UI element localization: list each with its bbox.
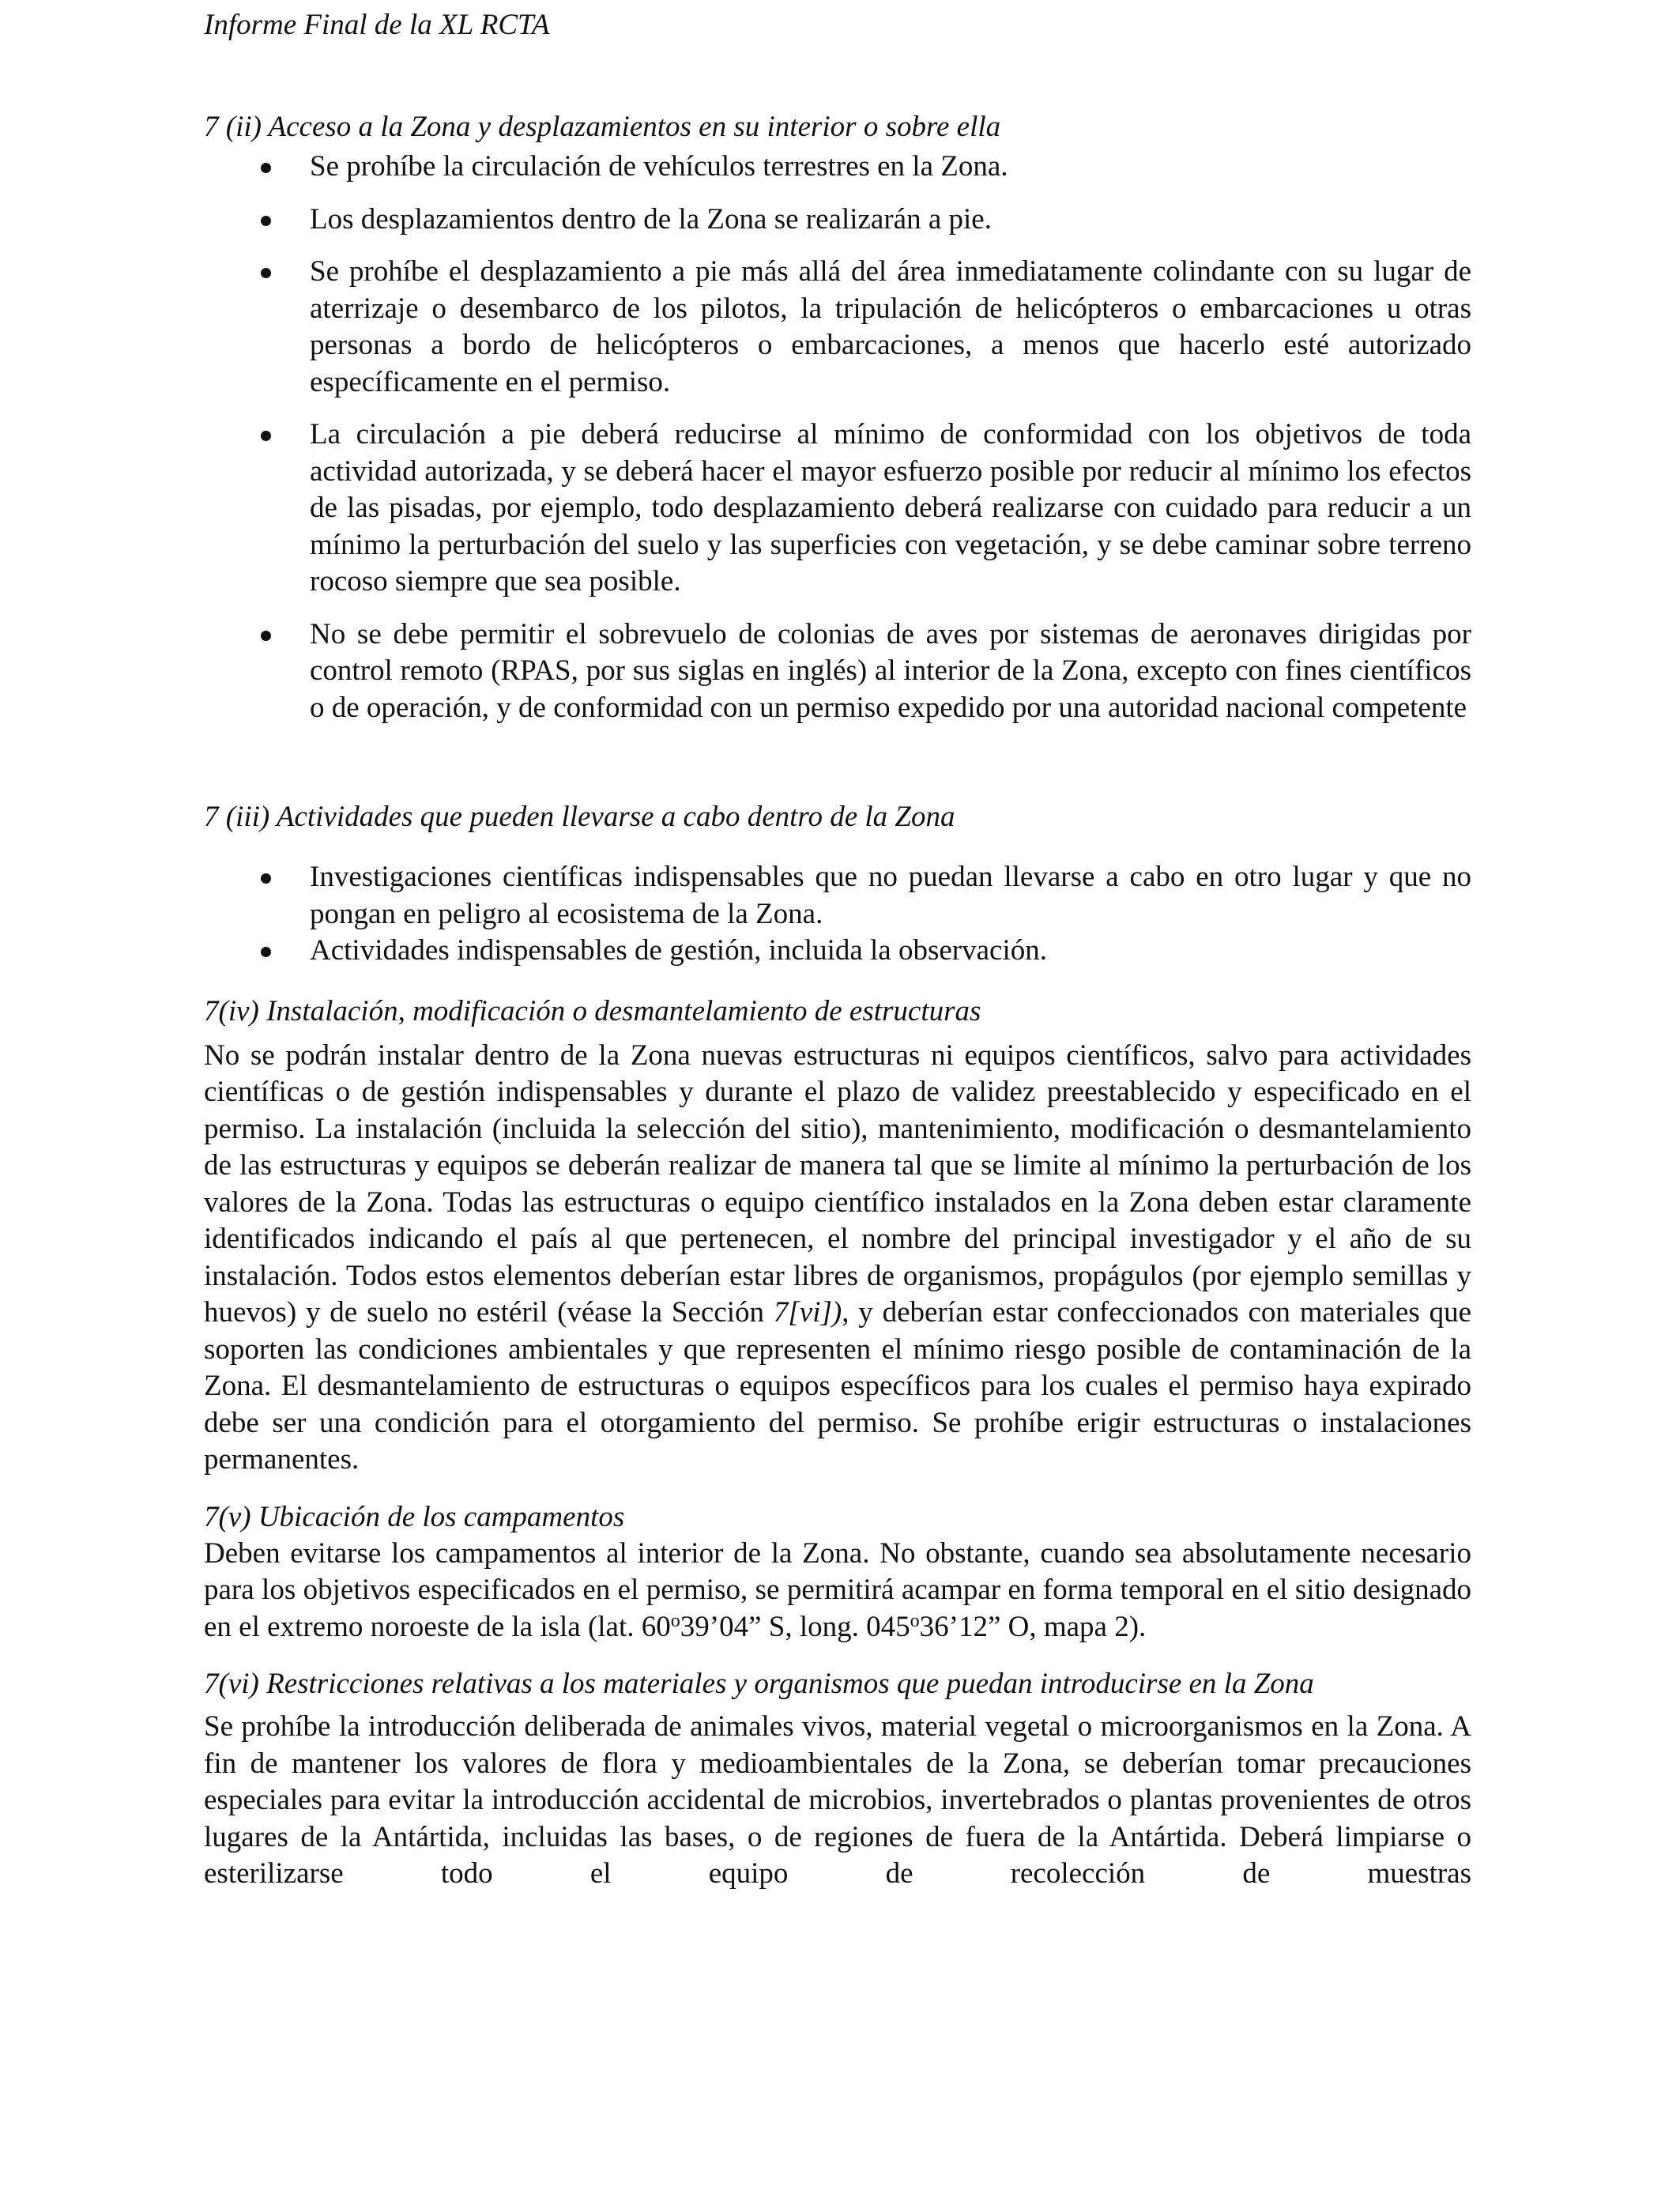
- bullet-icon: [261, 163, 271, 173]
- section-body-7iv: [204, 1038, 1471, 1479]
- bullet-icon: [261, 873, 271, 884]
- body-text: 39’04” S, long. 045: [680, 1610, 910, 1643]
- list-item-text: Se prohíbe el desplazamiento a pie más allá del área inmediatamente colindante con su lugar de aterrizaje o desembarco de los pilotos, la tripulación de helicópteros o embarcaciones u otras personas a bordo de helicópteros o embarcaciones, a menos que hacerlo esté autorizado específicamente en el permiso.: [310, 255, 1471, 398]
- bullet-icon: [261, 268, 271, 278]
- list-item: [204, 933, 1471, 970]
- body-text: Deben evitarse los campamentos al interior de la Zona. No obstante, cuando sea absolutamente necesario para los objetivos especificados en el permiso, se permitirá acampar en forma temporal en el sitio designado en el extremo noroeste de la isla (lat. 60: [204, 1536, 1471, 1643]
- section-heading-7v: 7(v) Ubicación de los campamentos: [204, 1500, 625, 1533]
- bullet-icon: [261, 947, 271, 957]
- running-header: Informe Final de la XL RCTA: [204, 9, 550, 41]
- list-item-text: La circulación a pie deberá reducirse al mínimo de conformidad con los objetivos de toda actividad autorizada, y se deberá hacer el mayor esfuerzo posible por reducir al mínimo los efectos de las pisadas, por ejemplo, todo desplazamiento deberá realizarse con cuidado para reducir a un mínimo la perturbación del suelo y las superficies con vegetación, y se debe caminar sobre terreno rocoso siempre que sea posible.: [310, 418, 1471, 598]
- spacer: [204, 835, 1471, 859]
- list-item: [204, 417, 1471, 601]
- section-reference: 7[vi]): [773, 1296, 842, 1329]
- bullet-icon: [261, 631, 271, 641]
- spacer: [204, 1702, 1471, 1709]
- list-item-text: Investigaciones científicas indispensables que no puedan llevarse a cabo en otro lugar y que no pongan en peligro al ecosistema de la Zona.: [310, 861, 1471, 930]
- list-item-text: Actividades indispensables de gestión, incluida la observación.: [310, 934, 1047, 967]
- document-body: [204, 109, 1471, 1893]
- section-heading-7ii: 7 (ii) Acceso a la Zona y desplazamientos en su interior o sobre ella: [204, 111, 1001, 143]
- list-item: [204, 254, 1471, 401]
- spacer: [204, 726, 1471, 799]
- bullet-list-7iii: [204, 859, 1471, 970]
- list-item: [204, 202, 1471, 239]
- body-text: 36’12” O, mapa 2).: [919, 1610, 1147, 1643]
- list-item-text: Los desplazamientos dentro de la Zona se realizarán a pie.: [310, 202, 992, 236]
- bullet-icon: [261, 216, 271, 226]
- bullet-list-7ii: [204, 149, 1471, 726]
- section-body-7vi: Se prohíbe la introducción deliberada de animales vivos, material vegetal o microorganismos en la Zona. A fin de mantener los valores de flora y medioambientales de la Zona, se deberían tomar precauciones especiales para evitar la introducción accidental de microbios, invertebrados o plantas provenientes de otros lugares de la Antártida, incluidas las bases, o de regiones de fuera de la Antártida. Deberá limpiarse o esterilizarse todo el equipo de recolección de muestras: [204, 1710, 1471, 1890]
- list-item-text: No se debe permitir el sobrevuelo de colonias de aves por sistemas de aeronaves dirigidas por control remoto (RPAS, por sus siglas en inglés) al interior de la Zona, excepto con fines científicos o de operación, y de conformidad con un permiso expedido por una autoridad nacional competente: [310, 617, 1471, 724]
- list-item: [204, 149, 1471, 186]
- spacer: [204, 1030, 1471, 1038]
- list-item: [204, 859, 1471, 933]
- section-heading-7iv: 7(iv) Instalación, modificación o desmantelamiento de estructuras: [204, 994, 981, 1027]
- degree-mark: o: [670, 1610, 680, 1631]
- spacer: [204, 1479, 1471, 1499]
- spacer: [204, 970, 1471, 993]
- degree-mark: o: [910, 1610, 920, 1631]
- spacer: [204, 1646, 1471, 1666]
- section-body-7v: [204, 1536, 1471, 1646]
- list-item: [204, 616, 1471, 727]
- bullet-icon: [261, 431, 271, 441]
- body-text: No se podrán instalar dentro de la Zona nuevas estructuras ni equipos científicos, salvo para actividades científicas o de gestión indispensables y durante el plazo de validez preestablecido y especificado en el permiso. La instalación (incluida la selección del sitio), mantenimiento, modificación o desmantelamiento de las estructuras y equipos se deberán realizar de manera tal que se limite al mínimo la perturbación de los valores de la Zona. Todas las estructuras o equipo científico instalados en la Zona deben estar claramente identificados indicando el país al que pertenecen, el nombre del principal investigador y el año de su instalación. Todos estos elementos deberían estar libres de organismos, propágulos (por ejemplo semillas y huevos) y de suelo no estéril (véase la Sección: [204, 1039, 1471, 1329]
- section-heading-7vi: 7(vi) Restricciones relativas a los materiales y organismos que puedan introducirse en la Zona: [204, 1668, 1314, 1700]
- body-text: , y deberían estar confeccionados con materiales que soporten las condiciones ambientales y que representen el mínimo riesgo posible de contaminación de la Zona. El desmantelamiento de estructuras o equipos específicos para los cuales el permiso haya expirado debe ser una condición para el otorgamiento del permiso. Se prohíbe erigir estructuras o instalaciones permanentes.: [204, 1296, 1471, 1476]
- list-item-text: Se prohíbe la circulación de vehículos terrestres en la Zona.: [310, 150, 1008, 183]
- section-heading-7iii: 7 (iii) Actividades que pueden llevarse a cabo dentro de la Zona: [204, 801, 955, 833]
